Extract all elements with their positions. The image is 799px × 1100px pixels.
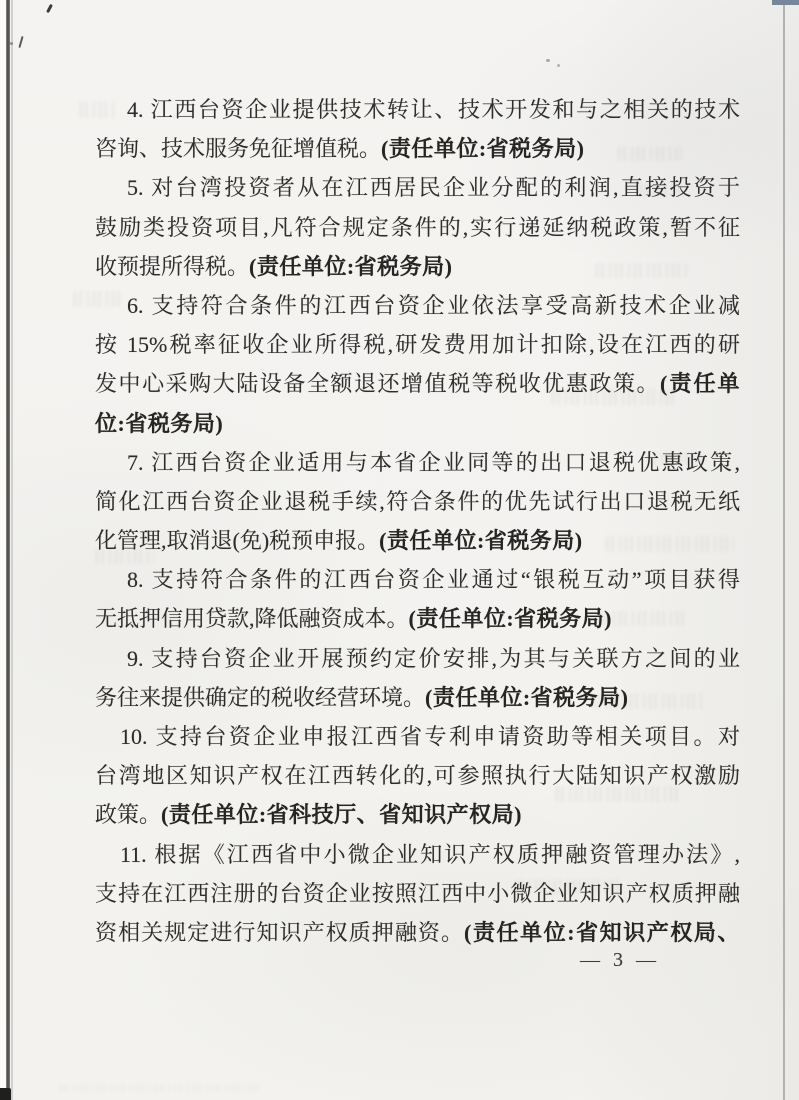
line-text: 简化江西台资企业退税手续,符合条件的优先试行出口退税无纸 (95, 488, 740, 514)
line-text: 台湾地区知识产权在江西转化的,可参照执行大陆知识产权激励 (95, 763, 740, 789)
doc-line (95, 913, 740, 952)
doc-line (95, 286, 740, 325)
doc-line (95, 364, 740, 403)
scan-corner-artifact (0, 1088, 11, 1100)
pen-mark (18, 36, 23, 48)
line-emphasis: (责任单 (660, 371, 740, 397)
document-body (95, 90, 740, 952)
line-emphasis: (责任单位:省知识产权局、 (464, 919, 740, 945)
line-emphasis: (责任单位:省税务局) (249, 253, 453, 279)
doc-line (95, 90, 740, 129)
doc-line (95, 560, 740, 599)
doc-line (95, 404, 740, 443)
doc-line (95, 678, 740, 717)
line-emphasis: (责任单位:省税务局) (381, 136, 585, 162)
line-text: 政策。 (95, 802, 162, 828)
doc-line (95, 639, 740, 678)
page-number: — 3 — (580, 949, 660, 971)
line-text: 发中心采购大陆设备全额退还增值税等税收优惠政策。 (95, 371, 661, 397)
doc-line (95, 521, 740, 560)
line-text: 6. 支持符合条件的江西台资企业依法享受高新技术企业减 (127, 292, 740, 318)
doc-line (95, 208, 740, 247)
bleed-through-artifact (60, 1084, 260, 1092)
doc-line (95, 168, 740, 207)
line-text: 按 15%税率征收企业所得税,研发费用加计扣除,设在江西的研 (95, 332, 740, 358)
line-text: 鼓励类投资项目,凡符合规定条件的,实行递延纳税政策,暂不征 (95, 214, 740, 240)
line-emphasis: 位:省税务局) (95, 410, 224, 436)
line-text: 5. 对台湾投资者从在江西居民企业分配的利润,直接投资于 (127, 175, 740, 201)
line-emphasis: (责任单位:省科技厅、省知识产权局) (161, 802, 522, 828)
scan-edge-shadow (6, 0, 10, 1100)
doc-line (95, 717, 740, 756)
doc-line (95, 599, 740, 638)
scan-edge-line (11, 0, 13, 1100)
line-text: 务往来提供确定的税收经营环境。 (95, 684, 426, 710)
doc-line (95, 482, 740, 521)
line-text: 资相关规定进行知识产权质押融资。 (95, 919, 465, 945)
line-text: 10. 支持台资企业申报江西省专利申请资助等相关项目。对 (120, 724, 740, 749)
doc-line (95, 874, 740, 913)
pen-mark (46, 4, 53, 13)
scan-edge-line-right (783, 3, 785, 1100)
line-text: 化管理,取消退(免)税预申报。 (95, 528, 380, 554)
line-text: 7. 江西台资企业适用与本省企业同等的出口退税优惠政策, (127, 449, 740, 475)
speck-mark (10, 42, 13, 45)
line-text: 9. 支持台资企业开展预约定价安排,为其与关联方之间的业 (127, 645, 740, 671)
line-text: 8. 支持符合条件的江西台资企业通过“银税互动”项目获得 (127, 567, 740, 593)
doc-line (95, 795, 740, 834)
doc-line (95, 756, 740, 795)
doc-line (95, 129, 740, 168)
line-emphasis: (责任单位:省税务局) (408, 606, 612, 632)
speck-mark (546, 59, 550, 62)
line-text: 11. 根据《江西省中小微企业知识产权质押融资管理办法》, (120, 841, 740, 867)
doc-line (95, 247, 740, 286)
line-emphasis: (责任单位:省税务局) (379, 528, 583, 554)
line-text: 支持在江西注册的台资企业按照江西中小微企业知识产权质押融 (95, 880, 740, 906)
doc-line (95, 835, 740, 874)
doc-line (95, 443, 740, 482)
doc-line (95, 325, 740, 364)
line-text: 4. 江西台资企业提供技术转让、技术开发和与之相关的技术 (127, 97, 740, 122)
line-text: 收预提所得税。 (95, 253, 250, 279)
line-emphasis: (责任单位:省税务局) (425, 684, 629, 710)
scan-corner-artifact (772, 0, 799, 5)
line-text: 无抵押信用贷款,降低融资成本。 (95, 606, 409, 632)
speck-mark (557, 64, 560, 67)
line-text: 咨询、技术服务免征增值税。 (95, 136, 382, 162)
